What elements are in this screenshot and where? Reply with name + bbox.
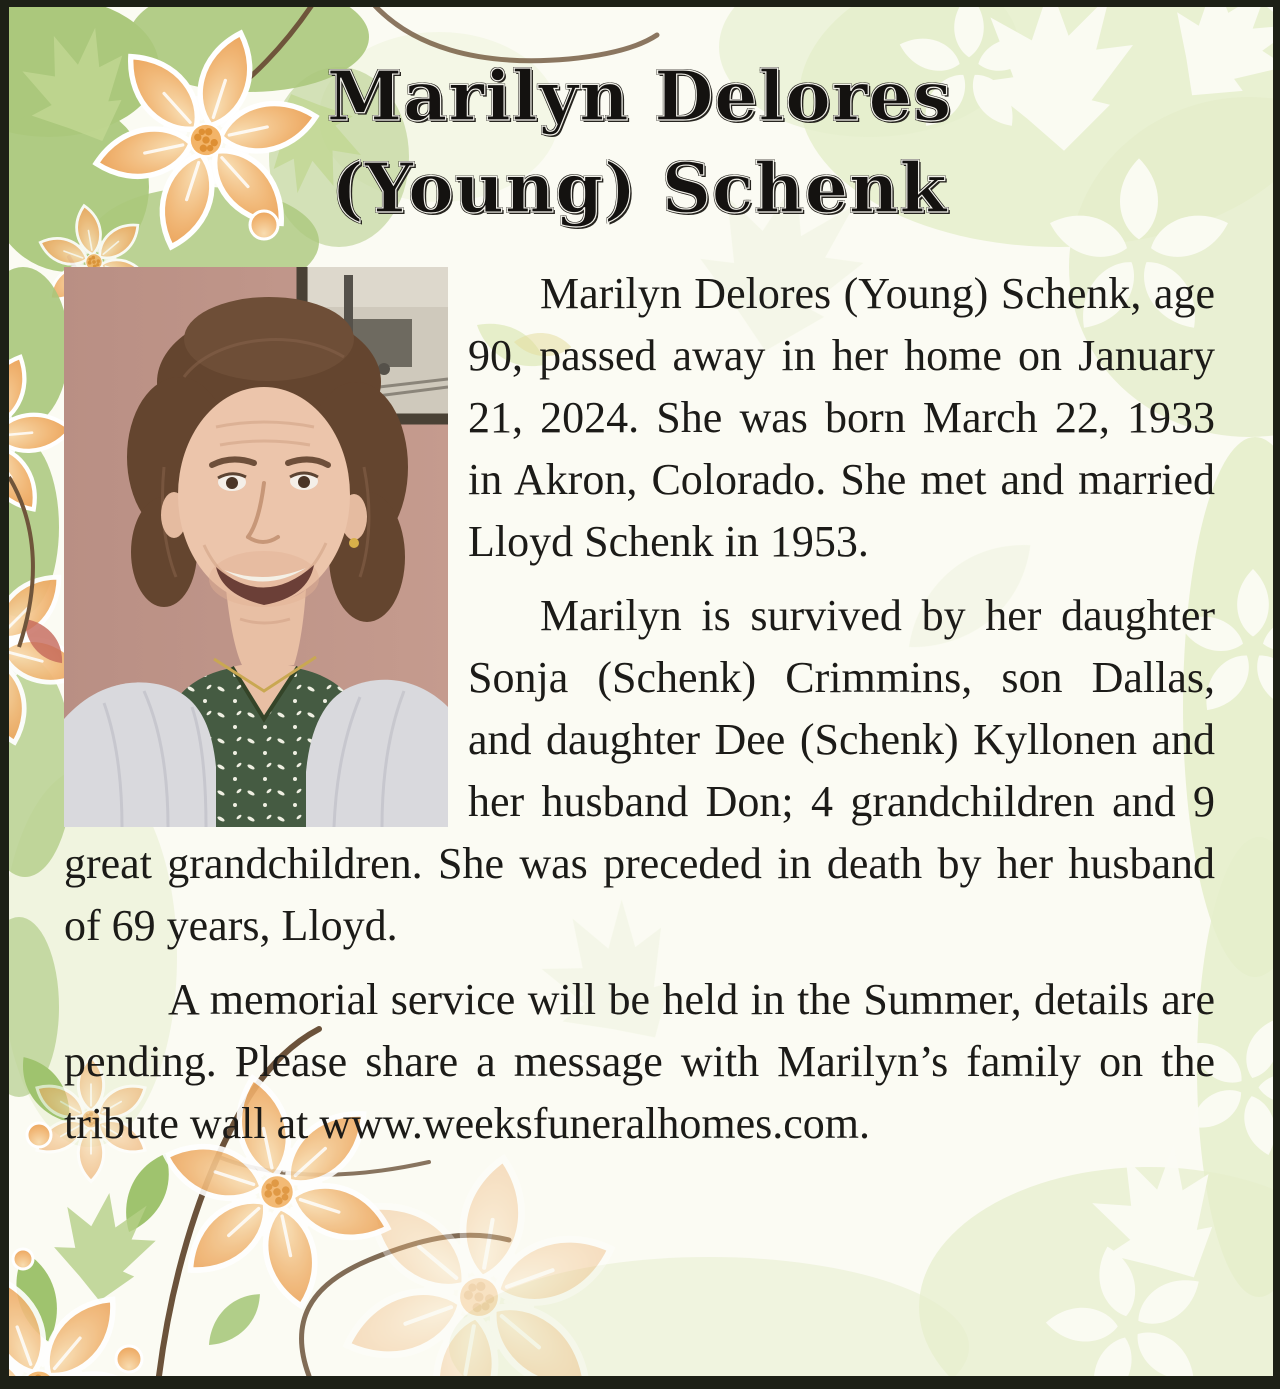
obituary-title (64, 51, 1215, 235)
title-line-2: (Young) Schenk (331, 149, 948, 229)
obituary-paragraph-1: Marilyn Delores (Young) Schenk, age 90, passed away in her home on January 21, 2024. She was born March 22, 1933 in Akron, Colorado. She met and married Lloyd Schenk in 1953. (468, 269, 1215, 566)
portrait-photo-illustration (64, 267, 448, 827)
obituary-paragraph-2: Marilyn is survived by her daughter Sonja (Schenk) Crimmins, son Dallas, and daughter Dee (Schenk) Kyllonen and her husband Don; 4 grandchildren and 9 great grandchildren. She was preceded in death by her husband of 69 years, Lloyd. (64, 591, 1215, 950)
title-line-1: Marilyn Delores (326, 57, 953, 137)
obituary-content (9, 7, 1273, 1155)
earring (349, 538, 359, 548)
obituary-paragraph-3: A memorial service will be held in the Summer, details are pending. Please share a message with Marilyn’s family on the tribute wall at www.weeksfuneralhomes.com. (64, 975, 1215, 1148)
portrait-photo (64, 267, 448, 827)
